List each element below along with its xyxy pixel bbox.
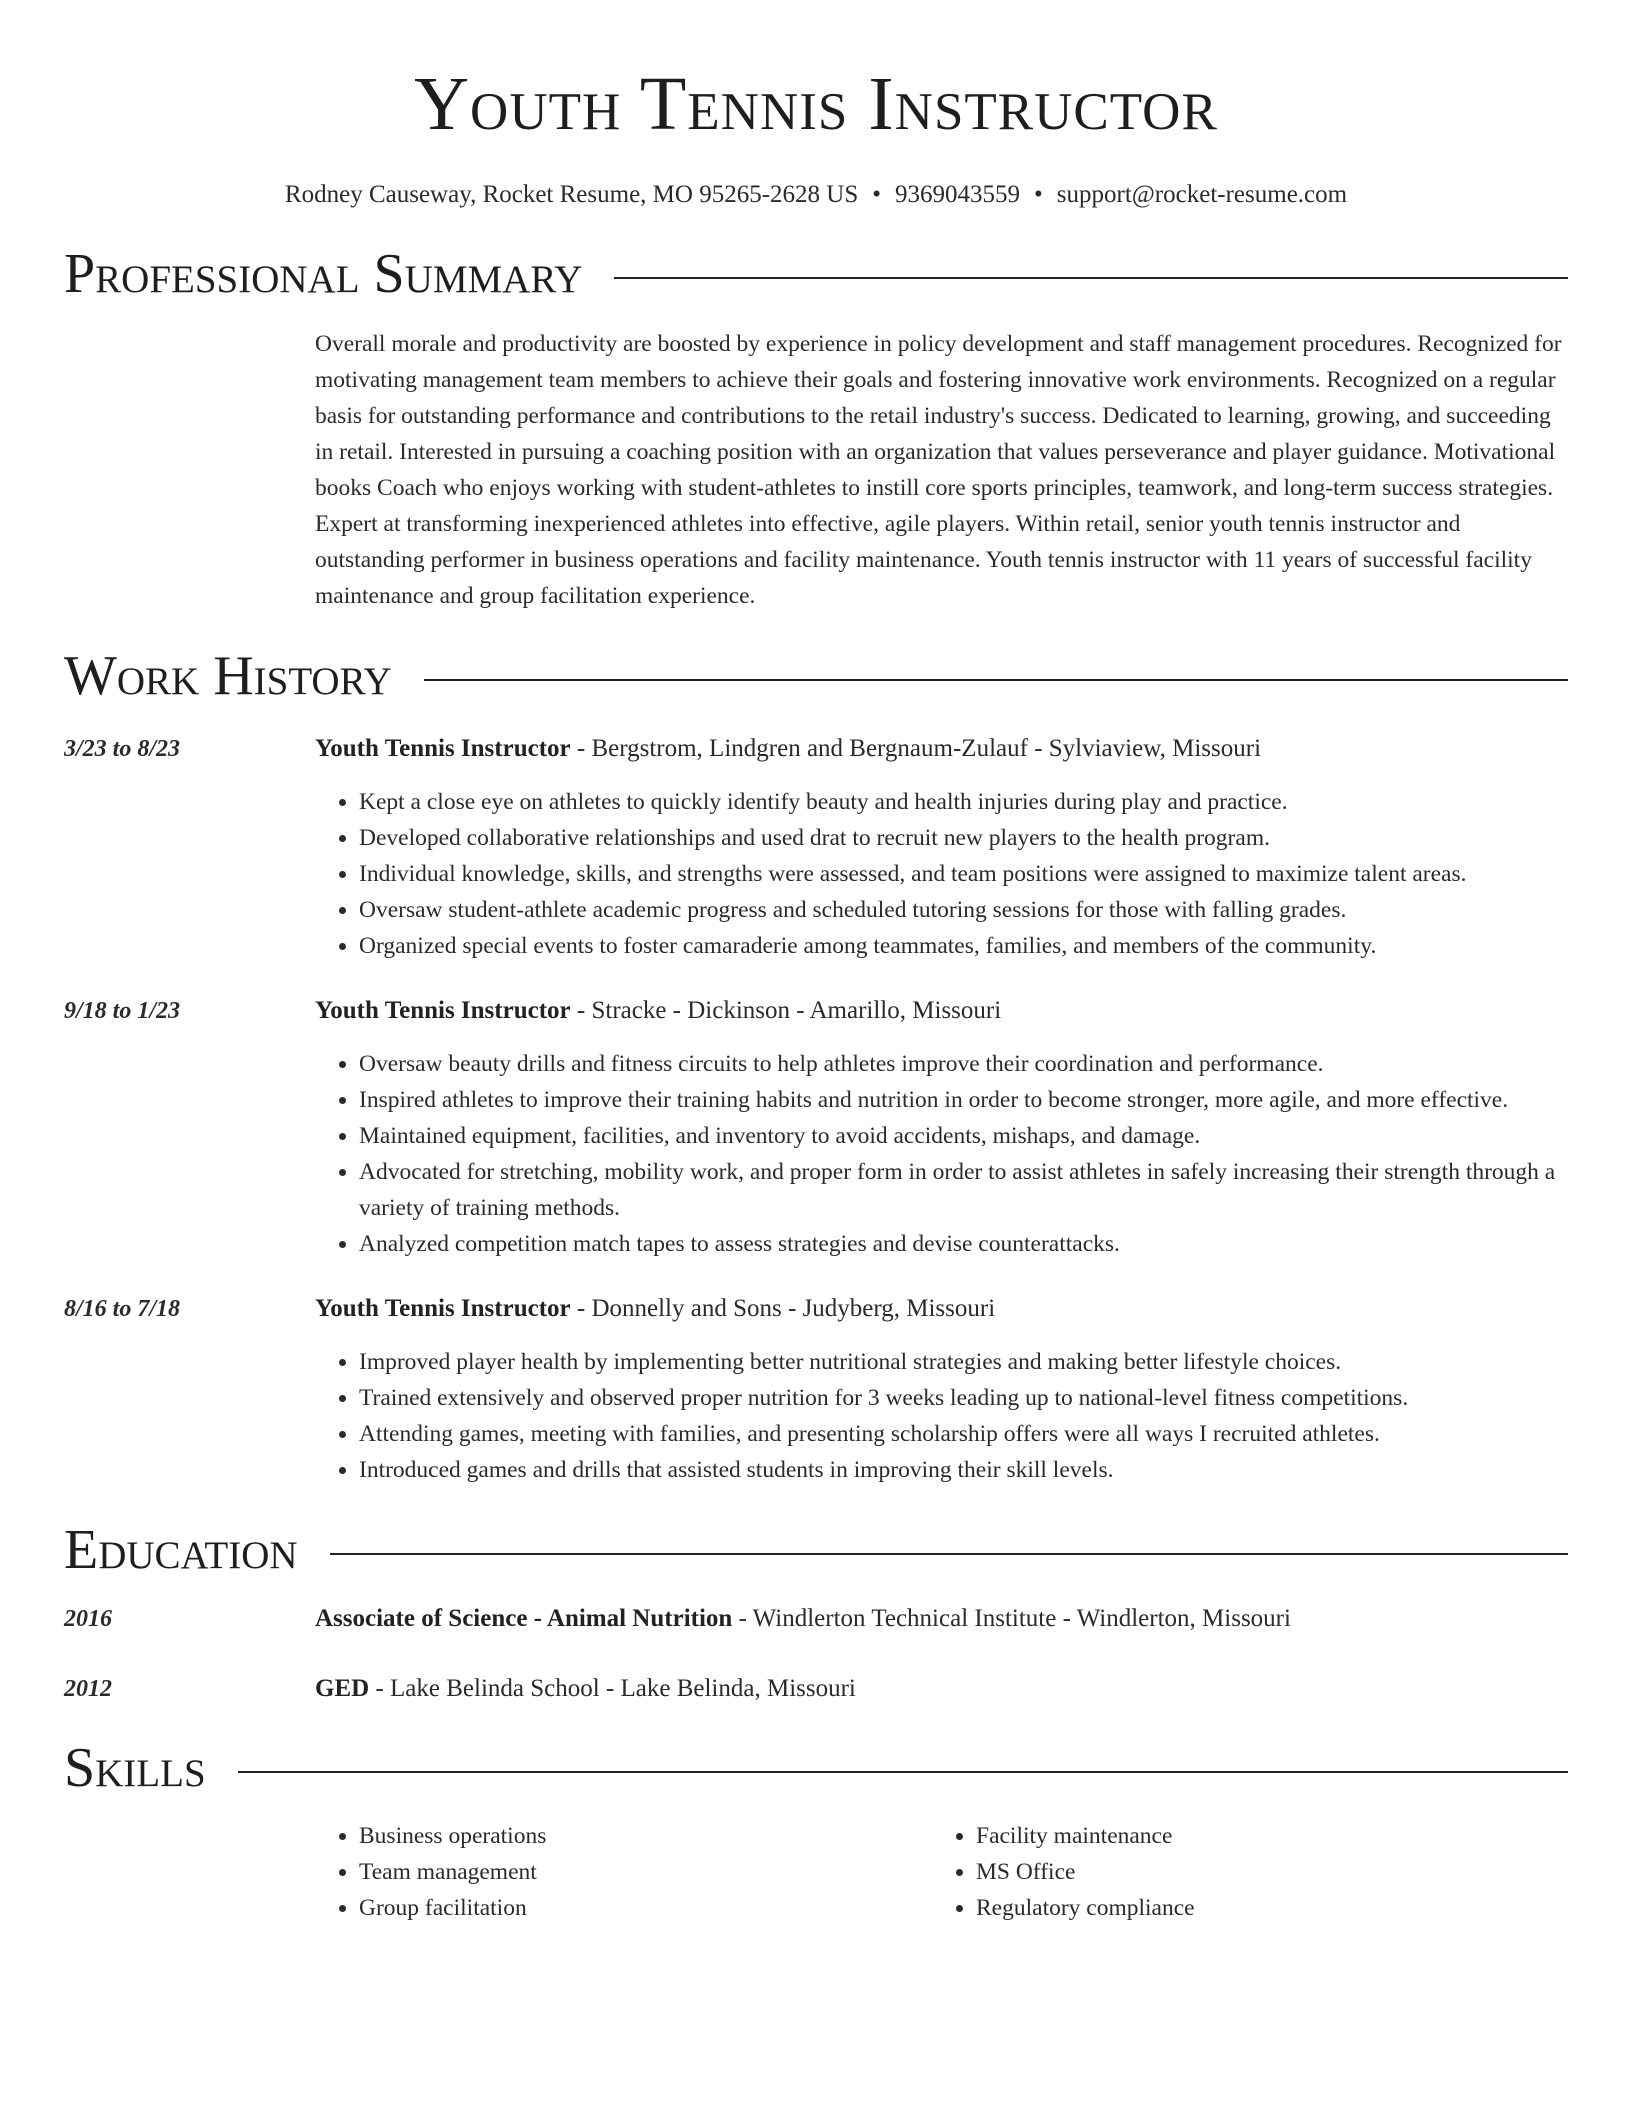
skills-section-header [64, 1736, 1568, 1800]
education-school: - Windlerton Technical Institute - Windlerton, Missouri [732, 1605, 1291, 1632]
job-bullet: • Trained extensively and observed proper nutrition for 3 weeks leading up to national-level fitness competitions. [359, 1380, 1568, 1416]
job-employer: - Stracke - Dickinson - Amarillo, Missouri [570, 997, 1002, 1024]
contact-separator: • [872, 181, 882, 208]
job-bullet: • Organized special events to foster camaraderie among teammates, families, and members of the community. [359, 928, 1568, 964]
skills-column-right [932, 1818, 1549, 1926]
summary-heading: Professional Summary [64, 243, 583, 305]
work-section-header [64, 644, 1568, 708]
education-degree: Associate of Science - Animal Nutrition [315, 1605, 733, 1632]
education-body [315, 1602, 1568, 1636]
education-school: - Lake Belinda School - Lake Belinda, Missouri [369, 1675, 856, 1702]
job-title: Youth Tennis Instructor [315, 735, 571, 762]
job-bullet: • Kept a close eye on athletes to quickly identify beauty and health injuries during play and practice. [359, 784, 1568, 820]
education-degree: GED [315, 1675, 370, 1702]
education-year: 2012 [64, 1676, 112, 1702]
skill-item: • Team management [359, 1854, 932, 1890]
section-divider [614, 277, 1568, 279]
job-title: Youth Tennis Instructor [315, 997, 571, 1024]
skills-heading: Skills [64, 1737, 206, 1799]
job-bullets [315, 1046, 1568, 1262]
job-dates: 3/23 to 8/23 [64, 736, 181, 762]
job-bullet: • Advocated for stretching, mobility work, and proper form in order to assist athletes in safely increasing their strength through a variety of training methods. [359, 1154, 1568, 1226]
contact-line [64, 178, 1568, 212]
skill-item: • MS Office [976, 1854, 1549, 1890]
job-title: Youth Tennis Instructor [315, 1295, 571, 1322]
job-employer: - Bergstrom, Lindgren and Bergnaum-Zulauf - Sylviaview, Missouri [570, 735, 1262, 762]
section-divider [238, 1771, 1568, 1773]
section-divider [424, 679, 1568, 681]
education-line [315, 1602, 1568, 1636]
job-entry [64, 1292, 1568, 1488]
job-dates: 8/16 to 7/18 [64, 1296, 181, 1322]
work-heading: Work History [64, 645, 392, 707]
job-bullet: • Analyzed competition match tapes to assess strategies and devise counterattacks. [359, 1226, 1568, 1262]
summary-section-header [64, 242, 1568, 306]
skill-item: • Business operations [359, 1818, 932, 1854]
job-title-line [315, 732, 1568, 766]
job-dates: 9/18 to 1/23 [64, 998, 181, 1024]
job-bullet: • Attending games, meeting with families, and presenting scholarship offers were all ways I recruited athletes. [359, 1416, 1568, 1452]
job-bullet: • Developed collaborative relationships and used drat to recruit new players to the health program. [359, 820, 1568, 856]
skill-item: • Group facilitation [359, 1890, 932, 1926]
job-bullets [315, 1344, 1568, 1488]
education-heading: Education [64, 1519, 298, 1581]
education-entry [64, 1672, 1568, 1706]
job-body [315, 1292, 1568, 1488]
education-body [315, 1672, 1568, 1706]
education-section-header [64, 1518, 1568, 1582]
skills-column-left [315, 1818, 932, 1926]
summary-text: Overall morale and productivity are boosted by experience in policy development and staff management procedures. Recognized for motivating management team members to achieve their goals and fostering innovative work environments. Recognized on a regular basis for outstanding performance and contributions to the retail industry's success. Dedicated to learning, growing, and succeeding in retail. Interested in pursuing a coaching position with an organization that values perseverance and player guidance. Motivational books Coach who enjoys working with student-athletes to instill core sports principles, teamwork, and long-term success strategies. Expert at transforming inexperienced athletes into effective, agile players. Within retail, senior youth tennis instructor and outstanding performer in business operations and facility maintenance. Youth tennis instructor with 11 years of successful facility maintenance and group facilitation experience. [315, 331, 1562, 609]
education-year: 2016 [64, 1606, 112, 1632]
education-line [315, 1672, 1568, 1706]
skill-item: • Regulatory compliance [976, 1890, 1549, 1926]
job-title-line [315, 994, 1568, 1028]
contact-phone: 9369043559 [895, 181, 1021, 208]
job-bullet: • Individual knowledge, skills, and strengths were assessed, and team positions were assigned to maximize talent areas. [359, 856, 1568, 892]
skills-list [315, 1818, 1568, 1926]
section-divider [330, 1553, 1568, 1555]
job-bullet: • Oversaw student-athlete academic progress and scheduled tutoring sessions for those with falling grades. [359, 892, 1568, 928]
job-bullet: • Improved player health by implementing better nutritional strategies and making better lifestyle choices. [359, 1344, 1568, 1380]
job-bullet: • Introduced games and drills that assisted students in improving their skill levels. [359, 1452, 1568, 1488]
contact-address: Rodney Causeway, Rocket Resume, MO 95265-2628 US [284, 181, 859, 208]
contact-separator: • [1034, 181, 1043, 208]
skill-item: • Facility maintenance [976, 1818, 1549, 1854]
job-employer: - Donnelly and Sons - Judyberg, Missouri [570, 1295, 996, 1322]
job-bullet: • Maintained equipment, facilities, and inventory to avoid accidents, mishaps, and damage. [359, 1118, 1568, 1154]
job-title-line [315, 1292, 1568, 1326]
job-bullet: • Inspired athletes to improve their training habits and nutrition in order to become stronger, more agile, and more effective. [359, 1082, 1568, 1118]
job-bullet: • Oversaw beauty drills and fitness circuits to help athletes improve their coordination and performance. [359, 1046, 1568, 1082]
job-bullets [315, 784, 1568, 964]
candidate-name: Youth Tennis Instructor [414, 62, 1218, 146]
job-body [315, 732, 1568, 964]
education-entry [64, 1602, 1568, 1636]
job-entry [64, 994, 1568, 1262]
job-entry [64, 732, 1568, 964]
job-body [315, 994, 1568, 1262]
contact-email: support@rocket-resume.com [1056, 181, 1348, 208]
